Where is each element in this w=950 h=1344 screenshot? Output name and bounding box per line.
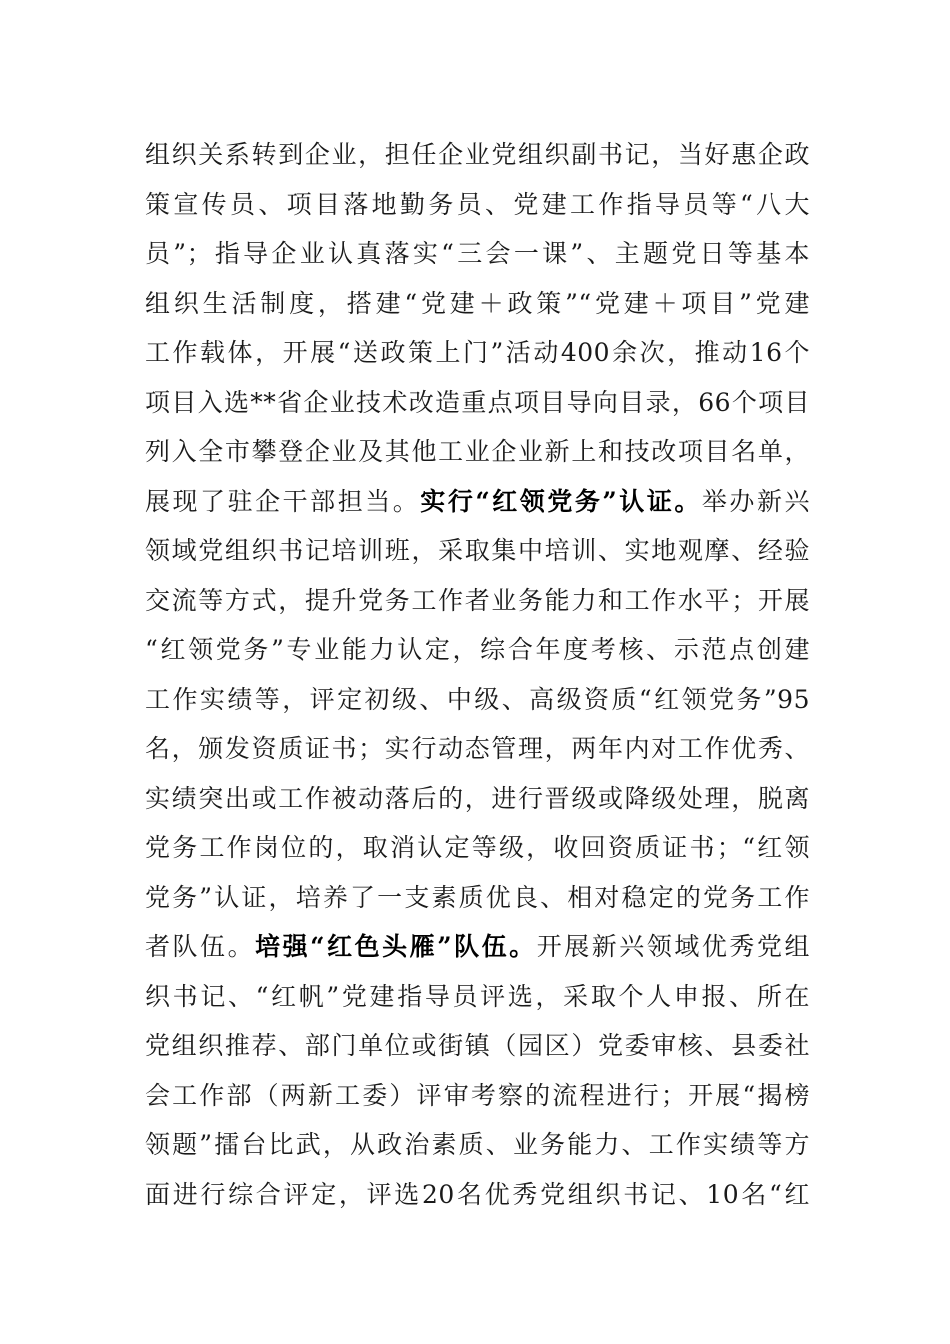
text-segment: 工作实绩等，评定初级、中级、高级资质“红领党务”95: [145, 684, 810, 714]
text-segment: 展现了驻企干部担当。: [145, 486, 421, 516]
bold-heading: 培强“红色头雁”队伍。: [255, 932, 537, 961]
text-line: [145, 972, 810, 1022]
text-line: [145, 823, 810, 873]
text-line: [145, 1170, 810, 1220]
text-segment: 交流等方式，提升党务工作者业务能力和工作水平；开展: [145, 585, 810, 615]
text-line: [145, 724, 810, 774]
text-line: [145, 1120, 810, 1170]
text-line: [145, 774, 810, 824]
text-segment: 名，颁发资质证书；实行动态管理，两年内对工作优秀、: [145, 734, 810, 763]
text-line: [145, 576, 810, 626]
text-segment: 策宣传员、项目落地勤务员、党建工作指导员等“八大: [145, 189, 810, 219]
text-line: [145, 922, 810, 972]
text-segment: 组织生活制度，搭建“党建＋政策”“党建＋项目”党建: [145, 288, 810, 318]
bold-heading: 实行“红领党务”认证。: [420, 486, 702, 516]
text-segment: 领题”擂台比武，从政治素质、业务能力、工作实绩等方: [145, 1130, 810, 1159]
text-segment: 员”；指导企业认真落实“三会一课”、主题党日等基本: [145, 239, 810, 268]
text-segment: 面进行综合评定，评选20名优秀党组织书记、10名“红: [145, 1179, 810, 1209]
text-line: [145, 279, 810, 329]
text-segment: 领域党组织书记培训班，采取集中培训、实地观摩、经验: [145, 536, 810, 565]
text-line: [145, 1071, 810, 1121]
text-line: [145, 328, 810, 378]
text-segment: 党组织推荐、部门单位或街镇（园区）党委审核、县委社: [145, 1031, 810, 1060]
text-line: [145, 229, 810, 279]
text-segment: 会工作部（两新工委）评审考察的流程进行；开展“揭榜: [145, 1080, 810, 1110]
text-line: [145, 1021, 810, 1071]
text-line: [145, 477, 810, 527]
text-line: [145, 526, 810, 576]
text-segment: 列入全市攀登企业及其他工业企业新上和技改项目名单，: [145, 437, 810, 466]
text-line: [145, 180, 810, 230]
text-segment: 党务工作岗位的，取消认定等级，收回资质证书；“红领: [145, 833, 810, 862]
text-line: [145, 873, 810, 923]
text-segment: “红领党务”专业能力认定，综合年度考核、示范点创建: [145, 635, 810, 664]
body-text: [145, 130, 810, 1219]
text-line: [145, 675, 810, 725]
text-segment: 党务”认证，培养了一支素质优良、相对稳定的党务工作: [145, 882, 810, 912]
text-line: [145, 625, 810, 675]
text-segment: 项目入选**省企业技术改造重点项目导向目录，66个项目: [145, 387, 810, 417]
text-segment: 举办新兴: [701, 486, 810, 516]
text-segment: 工作载体，开展“送政策上门”活动400余次，推动16个: [145, 338, 810, 367]
text-segment: 者队伍。: [145, 932, 256, 961]
text-segment: 组织关系转到企业，担任企业党组织副书记，当好惠企政: [145, 140, 810, 169]
text-segment: 实绩突出或工作被动落后的，进行晋级或降级处理，脱离: [145, 783, 810, 813]
text-line: [145, 427, 810, 477]
text-segment: 织书记、“红帆”党建指导员评选，采取个人申报、所在: [145, 981, 810, 1011]
text-line: [145, 378, 810, 428]
text-line: [145, 130, 810, 180]
text-segment: 开展新兴领域优秀党组: [536, 932, 810, 961]
